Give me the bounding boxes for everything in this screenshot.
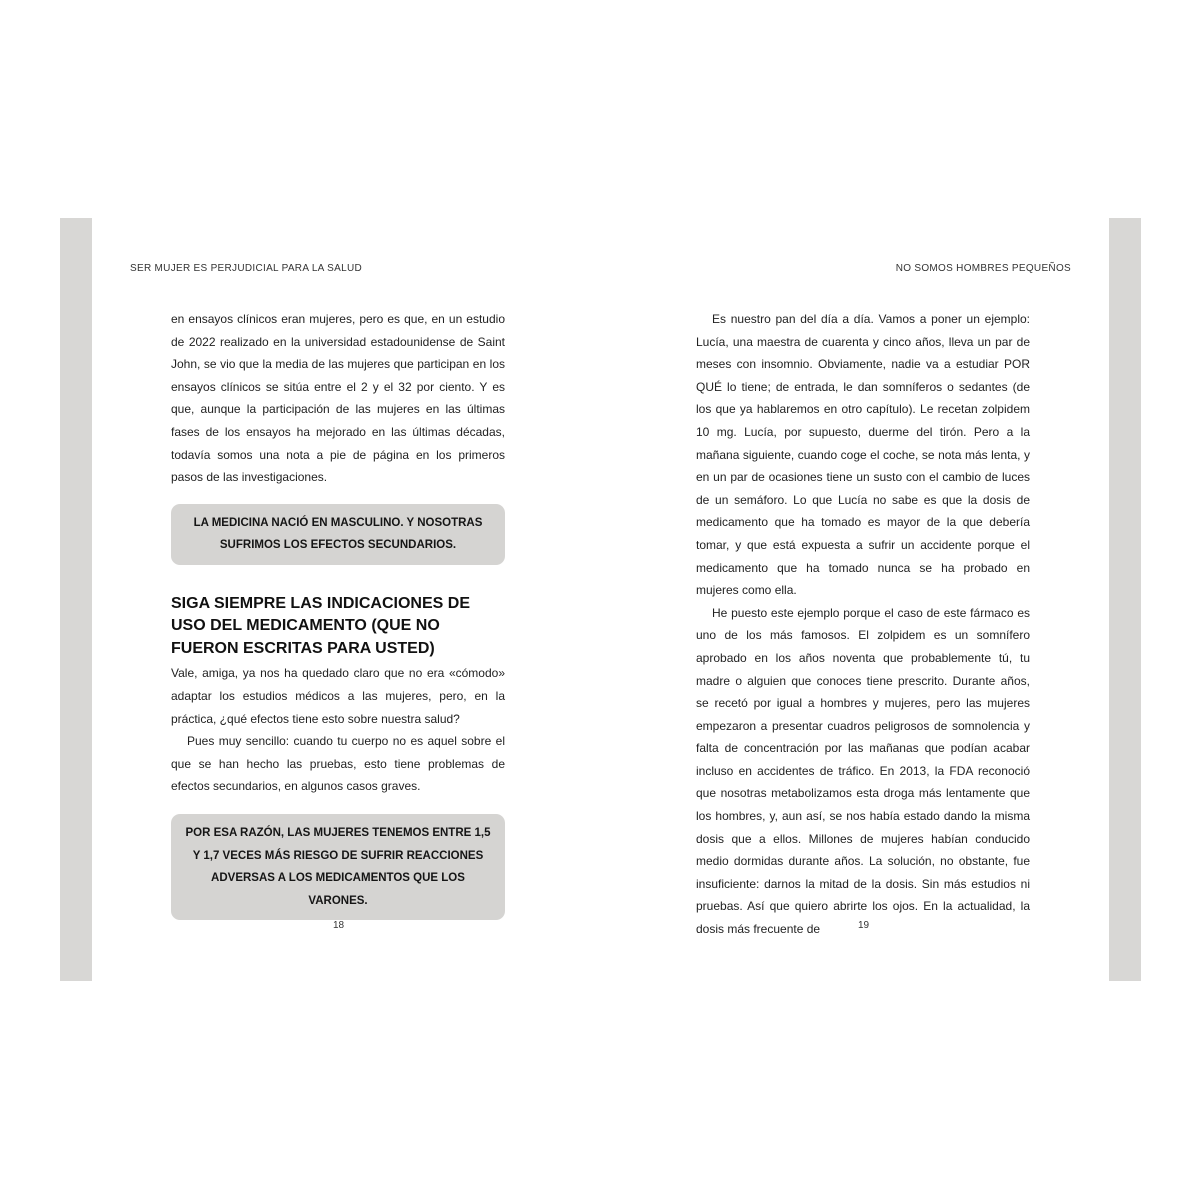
callout-box-2: POR ESA RAZÓN, LAS MUJERES TENEMOS ENTRE 1,5 Y 1,7 VECES MÁS RIESGO DE SUFRIR REACCIONES ADVERSAS A LOS MEDICAMENTOS QUE LOS VARONES.: [171, 814, 505, 920]
left-running-head: SER MUJER ES PERJUDICIAL PARA LA SALUD: [130, 263, 363, 274]
left-paragraph-2: Vale, amiga, ya nos ha quedado claro que no era «cómodo» adaptar los estudios médicos a las mujeres, pero, en la práctica, ¿qué efectos tiene esto sobre nuestra salud?: [171, 666, 505, 726]
right-page-edge: [1109, 218, 1141, 981]
left-page-edge: [60, 218, 92, 981]
book-spread: [60, 218, 1141, 981]
callout-box-1: LA MEDICINA NACIÓ EN MASCULINO. Y NOSOTRAS SUFRIMOS LOS EFECTOS SECUNDARIOS.: [171, 504, 505, 565]
left-paragraph-3: Pues muy sencillo: cuando tu cuerpo no es aquel sobre el que se han hecho las pruebas, esto tiene problemas de efectos secundarios, en algunos casos graves.: [171, 734, 505, 794]
right-page-number: 19: [858, 920, 870, 931]
left-page-number: 18: [333, 920, 345, 931]
right-paragraph-1: Es nuestro pan del día a día. Vamos a poner un ejemplo: Lucía, una maestra de cuarenta y cinco años, lleva un par de meses con insomnio. Obviamente, nadie va a estudiar POR QUÉ lo tiene; de entrada, le dan somníferos o sedantes (de los que ya hablaremos en otro capítulo). Le recetan zolpidem 10 mg. Lucía, por supuesto, duerme del tirón. Pero a la mañana siguiente, cuando coge el coche, se nota más lenta, y en un par de ocasiones tiene un susto con el cambio de luces de un semáforo. Lo que Lucía no sabe es que la dosis de medicamento que ha tomado es mayor de la que debería tomar, y que está expuesta a sufrir un accidente porque el medicamento que ha tomado nunca se ha probado en mujeres como ella.: [696, 312, 1030, 598]
right-running-head: NO SOMOS HOMBRES PEQUEÑOS: [895, 263, 1071, 274]
section-heading: SIGA SIEMPRE LAS INDICACIONES DE USO DEL MEDICAMENTO (QUE NO FUERON ESCRITAS PARA USTED): [171, 594, 470, 657]
left-paragraph-1: en ensayos clínicos eran mujeres, pero es que, en un estudio de 2022 realizado en la universidad estadounidense de Saint John, se vio que la media de las mujeres que participan en los ensayos clínicos se sitúa entre el 2 y el 32 por ciento. Y es que, aunque la participación de las mujeres en las últimas fases de los ensayos ha mejorado en las últimas décadas, todavía somos una nota a pie de página en los primeros pasos de las investigaciones.: [171, 312, 505, 485]
left-page-column: [171, 308, 505, 920]
right-page-column: [696, 308, 1030, 941]
right-paragraph-2: He puesto este ejemplo porque el caso de este fármaco es uno de los más famosos. El zolpidem es un somnífero aprobado en los años noventa que probablemente tú, tu madre o alguien que conoces tiene prescrito. Durante años, se recetó por igual a hombres y mujeres, pero las mujeres empezaron a presentar cuadros peligrosos de somnolencia y falta de concentración por las mañanas que podían acabar incluso en accidentes de tráfico. En 2013, la FDA reconoció que nosotras metabolizamos esta droga más lentamente que los hombres, y, aun así, se nos había estado dando la misma dosis que a ellos. Millones de mujeres habían conducido medio dormidas durante años. La solución, no obstante, fue insuficiente: darnos la mitad de la dosis. Sin más estudios ni pruebas. Así que quiero abrirte los ojos. En la actualidad, la dosis más frecuente de: [696, 605, 1030, 937]
